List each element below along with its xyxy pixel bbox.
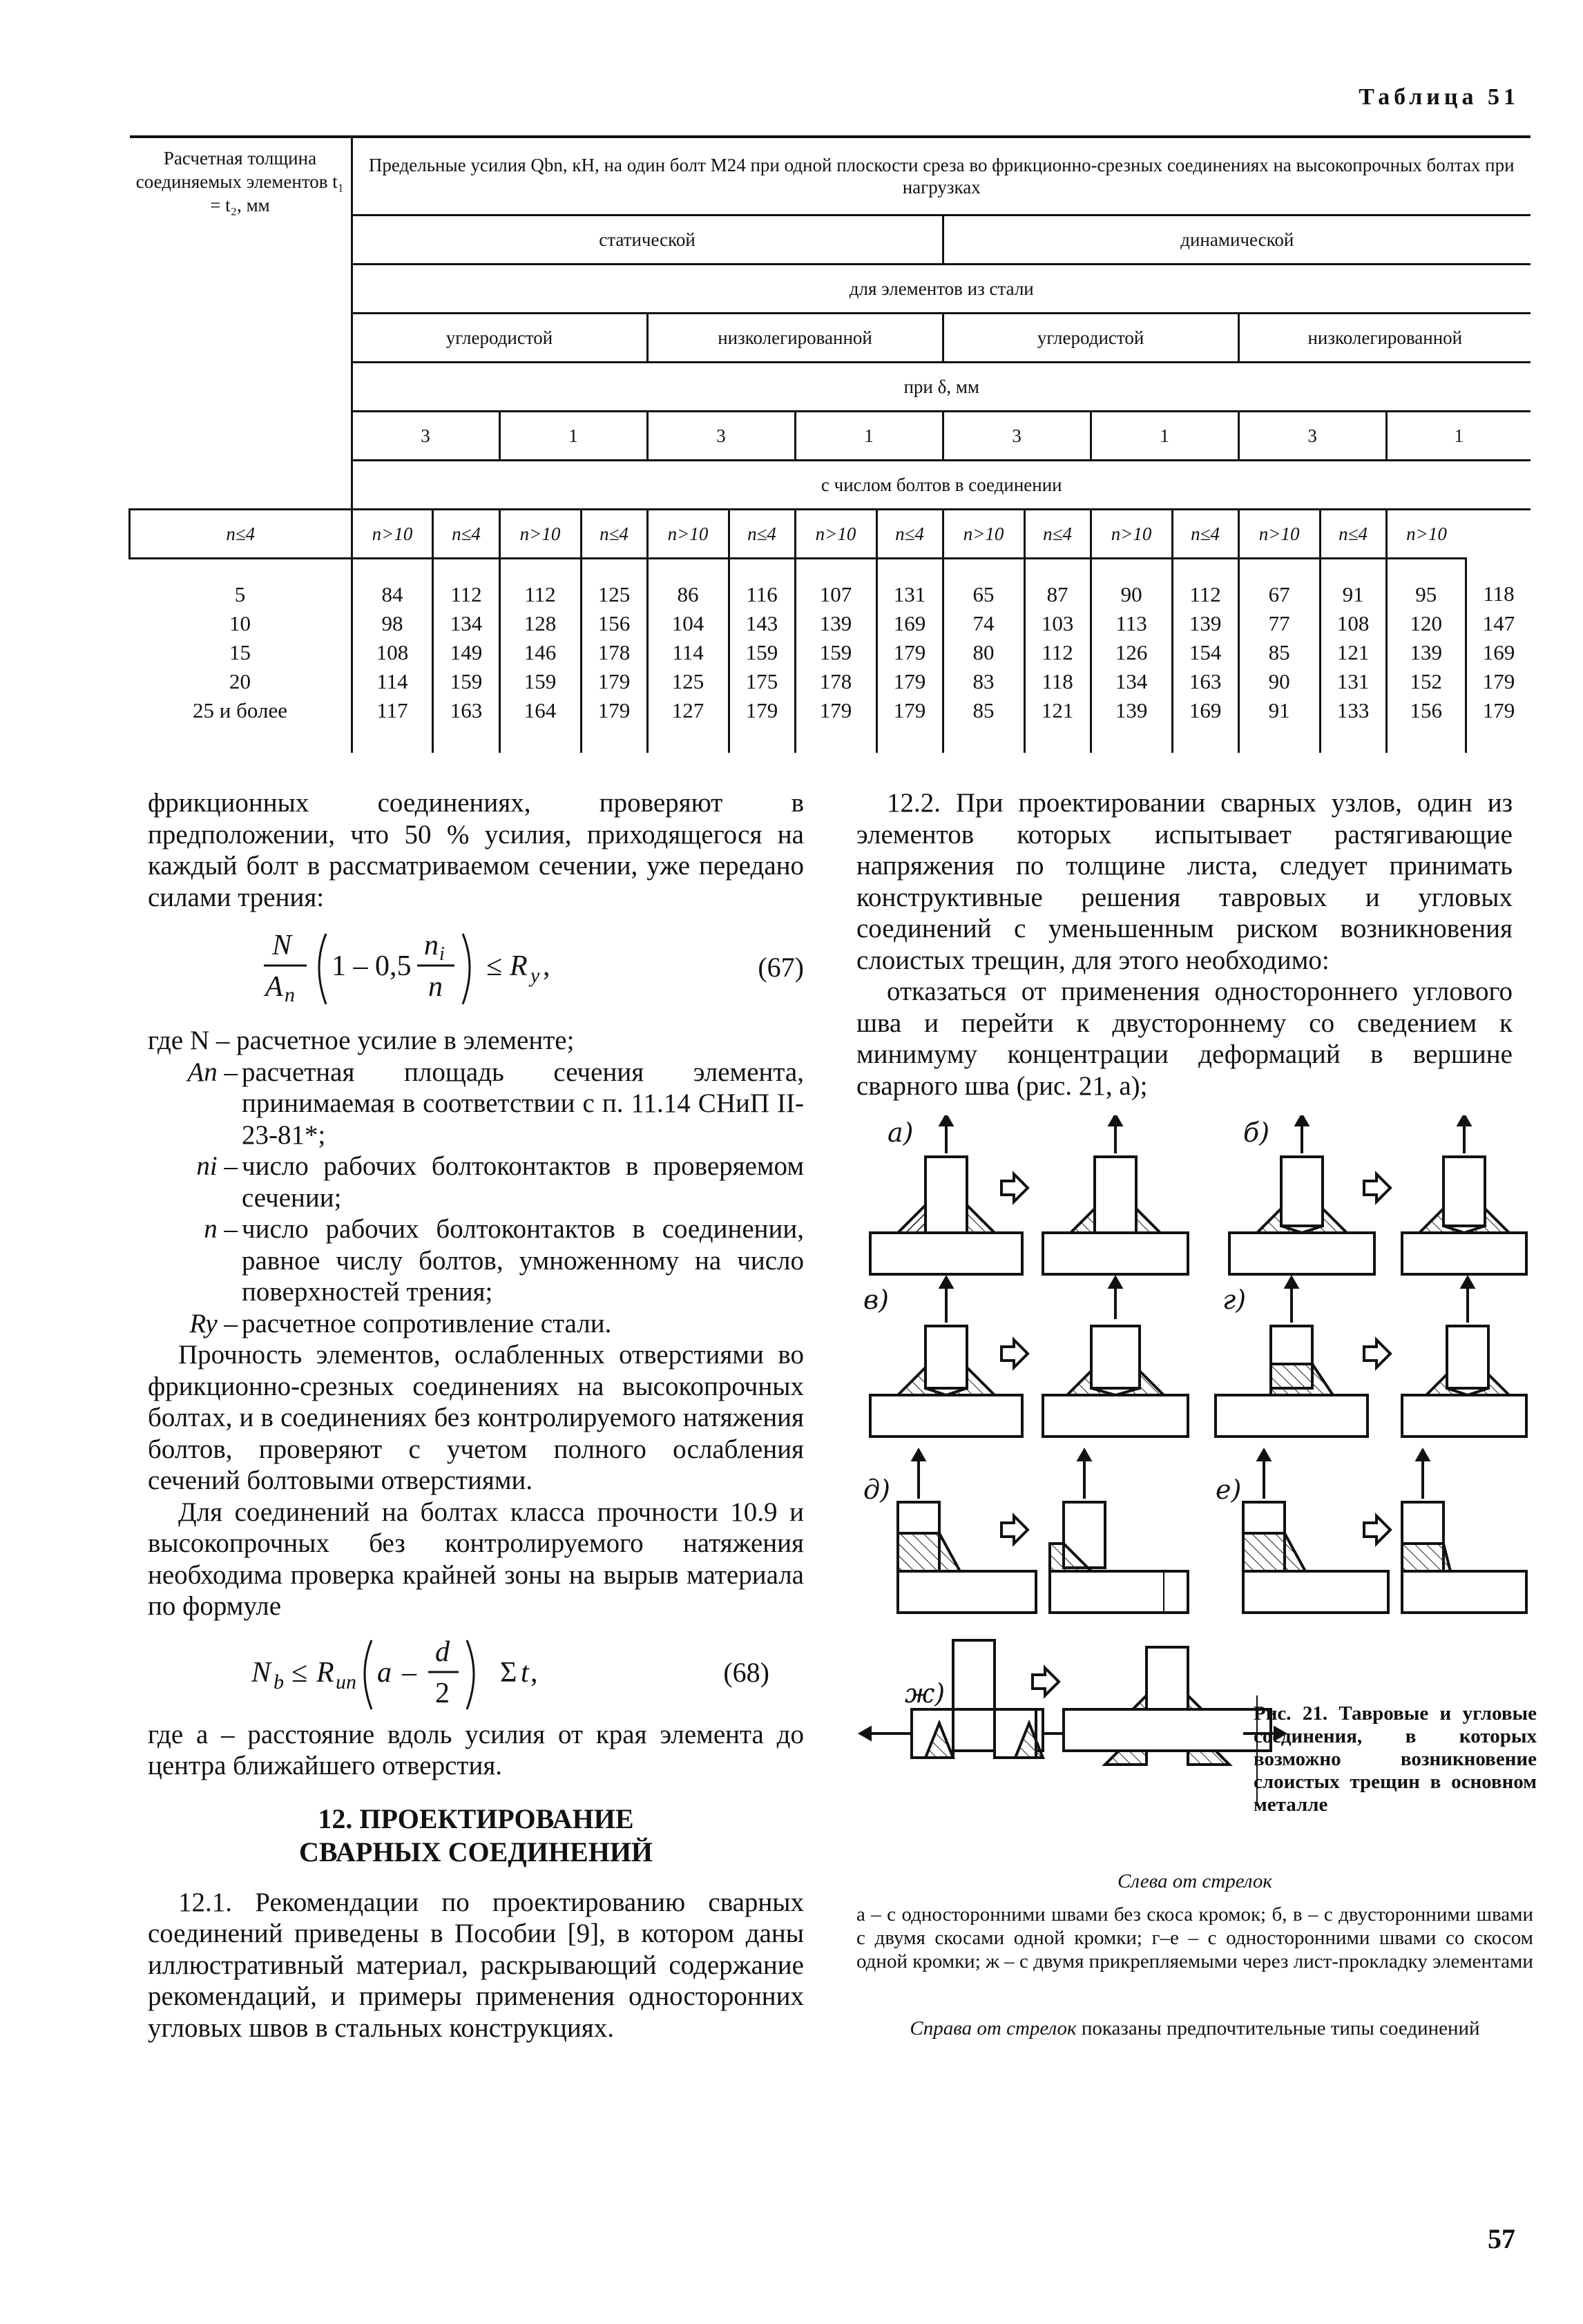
joint-zh-left (861, 1640, 1064, 1758)
paragraph: Прочность элементов, ослабленных отверстиями во фрикционно-срезных соединениях на высокопрочных болтах, и в соединениях без контролируемого натяжения болтов, проверяют с учетом полного ослабления сечений болтовыми отверстиями. (148, 1340, 804, 1495)
def-symbol: n – (204, 1214, 238, 1244)
value-cell: 112 (433, 559, 499, 610)
value-cell: 107 (795, 559, 876, 610)
value-cell: 178 (581, 638, 647, 667)
bolt-count-header: n>10 (647, 510, 729, 559)
steel-type-header: низколегированной (1238, 314, 1531, 363)
svg-text:d: d (435, 1635, 450, 1668)
label-b: б) (1243, 1117, 1270, 1148)
value-cell: 90 (1091, 559, 1172, 610)
bolt-count-header: n≤4 (433, 510, 499, 559)
figure-caption-text: Рис. 21. Тавровые и угловые соединения, в которых возможно возникновение слоистых трещин в основном металле (1254, 1702, 1537, 1816)
value-cell: 83 (943, 667, 1024, 696)
def-n (148, 1213, 804, 1308)
value-cell: 178 (795, 667, 876, 696)
bolt-count-header: n≤4 (581, 510, 647, 559)
value-cell: 86 (647, 559, 729, 610)
value-cell: 134 (433, 609, 499, 638)
value-cell: 146 (499, 638, 581, 667)
def-Ry (148, 1308, 804, 1340)
value-cell: 139 (1091, 696, 1172, 753)
value-cell: 112 (1024, 638, 1091, 667)
value-cell: 98 (352, 609, 433, 638)
svg-text:n: n (428, 971, 443, 1003)
value-cell: 108 (1320, 609, 1386, 638)
svg-text:R: R (316, 1656, 334, 1689)
value-cell: 163 (1172, 667, 1238, 696)
value-cell: 156 (581, 609, 647, 638)
value-cell: 131 (1320, 667, 1386, 696)
joint-v-left (870, 1278, 1022, 1437)
formula-68-svg (231, 1629, 617, 1719)
delta-header-cell: 3 (943, 412, 1091, 461)
paragraph: Для соединений на болтах класса прочности 10.9 и высокопрочных без контролируемого натяжения необходима проверка крайней зоны на вырыв материала по формуле (148, 1497, 804, 1621)
bolt-count-header: n≤4 (876, 510, 943, 559)
bolt-count-header: n≤4 (1172, 510, 1238, 559)
value-cell: 74 (943, 609, 1024, 638)
main-header (352, 137, 1531, 215)
def-text: расчетное сопротивление стали. (242, 1308, 612, 1338)
bolt-count-header: n≤4 (1320, 510, 1386, 559)
main-header-text: Предельные усилия Qbn, кН, на один болт М24 при одной плоскости среза во фрикционно-срезных соединениях на высокопрочных болтах при нагрузках (368, 155, 1515, 198)
svg-text:un: un (336, 1670, 356, 1693)
value-cell: 91 (1320, 559, 1386, 610)
value-cell: 67 (1238, 559, 1320, 610)
value-cell: 77 (1238, 609, 1320, 638)
joint-b-right (1402, 1115, 1526, 1274)
paragraph: отказаться от применения одностороннего углового шва и перейти к двустороннему со сведением к минимуму концентрации деформаций в вершине сварного шва (рис. 21, а); (856, 977, 1513, 1101)
svg-text:N: N (272, 930, 292, 961)
paragraph: фрикционных соединениях, проверяют в предположении, что 50 % усилия, приходящегося на каждый болт в рассматриваемом сечении, уже передано силами трения: (148, 788, 804, 912)
svg-text:≤: ≤ (291, 1656, 308, 1689)
right-of-arrows (856, 2017, 1533, 2040)
label-zh: ж) (905, 1678, 946, 1709)
label-d: д) (863, 1475, 890, 1505)
thickness-cell: 10 (229, 611, 251, 635)
value-cell: 87 (1024, 559, 1091, 610)
table-row (130, 609, 1531, 638)
load-type-header: статической (352, 215, 943, 265)
value-cell: 125 (581, 559, 647, 610)
bolt-count-header: n≤4 (130, 510, 352, 559)
delta-header-cell: 1 (1091, 412, 1238, 461)
left-of-arrows: Слева от стрелок (1117, 1870, 1272, 1892)
table-51 (128, 135, 1531, 753)
value-cell: 84 (352, 559, 433, 610)
value-cell: 159 (499, 667, 581, 696)
svg-text:n: n (424, 930, 439, 961)
bolt-count-header: n>10 (1238, 510, 1320, 559)
label-v: в) (863, 1285, 889, 1315)
value-cell: 139 (1386, 638, 1466, 667)
value-cell: 95 (1386, 559, 1466, 610)
value-cell: 179 (1466, 667, 1531, 696)
value-cell: 85 (943, 696, 1024, 753)
table-row (130, 667, 1531, 696)
value-cell: 85 (1238, 638, 1320, 667)
svg-text:R: R (510, 950, 528, 982)
value-cell: 118 (1024, 667, 1091, 696)
value-cell: 112 (1172, 559, 1238, 610)
value-cell: 179 (729, 696, 795, 753)
bolt-count-header: n>10 (1091, 510, 1172, 559)
steel-type-header: низколегированной (647, 314, 943, 363)
svg-text:,: , (530, 1656, 538, 1689)
value-cell: 169 (1172, 696, 1238, 753)
right-of-arrows-lead: Справа от стрелок (910, 2017, 1077, 2039)
value-cell: 114 (647, 638, 729, 667)
row-header-text: Расчетная толщина соединяемых элементов t₁ = t₂, мм (135, 148, 345, 215)
table-row (130, 696, 1531, 753)
value-cell: 147 (1466, 609, 1531, 638)
value-cell: 159 (795, 638, 876, 667)
row-header (130, 137, 352, 510)
def-symbol: Ry – (189, 1308, 238, 1338)
value-cell: 179 (581, 667, 647, 696)
bolt-count-header: n>10 (499, 510, 581, 559)
value-cell: 113 (1091, 609, 1172, 638)
joint-d-right (1050, 1450, 1188, 1613)
value-cell: 121 (1320, 638, 1386, 667)
value-cell: 131 (876, 559, 943, 610)
value-cell: 91 (1238, 696, 1320, 753)
def-text: число рабочих болтоконтактов в соединении, равное числу болтов, умноженному на число поверхностей трения; (242, 1214, 804, 1307)
def-An (148, 1057, 804, 1151)
value-cell: 128 (499, 609, 581, 638)
svg-text:b: b (274, 1670, 284, 1693)
svg-text:A: A (265, 971, 283, 1003)
value-cell: 143 (729, 609, 795, 638)
thickness-cell: 25 и более (193, 698, 287, 722)
value-cell: 159 (729, 638, 795, 667)
svg-text:,: , (543, 950, 550, 982)
right-of-arrows-rest: показаны предпочтительные типы соединений (1081, 2017, 1480, 2039)
formula-68 (148, 1629, 804, 1719)
steel-type-header: углеродистой (943, 314, 1238, 363)
formula-67-svg (251, 919, 611, 1022)
bolts-header: с числом болтов в соединении (352, 461, 1531, 510)
value-cell: 126 (1091, 638, 1172, 667)
delta-header-cell: 3 (352, 412, 499, 461)
bolt-count-header: n>10 (1386, 510, 1466, 559)
value-cell: 134 (1091, 667, 1172, 696)
svg-text:≤: ≤ (486, 950, 503, 982)
value-cell: 163 (433, 696, 499, 753)
def-symbol: ni – (196, 1151, 238, 1181)
delta-header-cell: 1 (1386, 412, 1531, 461)
def-symbol: An – (187, 1057, 238, 1087)
thickness-cell: 5 (234, 582, 246, 606)
delta-header-cell: 3 (1238, 412, 1386, 461)
value-cell: 139 (1172, 609, 1238, 638)
formula-67-number: (67) (758, 952, 804, 983)
table-row (130, 559, 1531, 610)
value-cell: 103 (1024, 609, 1091, 638)
svg-text:1 – 0,5: 1 – 0,5 (332, 950, 412, 982)
value-cell: 90 (1238, 667, 1320, 696)
value-cell: 175 (729, 667, 795, 696)
thickness-cell: 15 (229, 640, 251, 664)
svg-text:a: a (377, 1656, 392, 1689)
svg-text:N: N (251, 1656, 271, 1689)
paragraph: 12.2. При проектировании сварных узлов, один из элементов которых испытывает растягивающие напряжения по толщине листа, следует принимать конструктивные решения тавровых и угловых соединений с уменьшенным риском возникновения слоистых трещин, для этого необходимо: (856, 788, 1513, 975)
delta-header-cell: 3 (647, 412, 795, 461)
delta-header: при δ, мм (352, 363, 1531, 412)
value-cell: 120 (1386, 609, 1466, 638)
thickness-cell: 20 (229, 669, 251, 693)
def-N: где N – расчетное усилие в элементе; (148, 1026, 575, 1055)
value-cell: 169 (1466, 638, 1531, 667)
bolt-count-header: n>10 (943, 510, 1024, 559)
label-g: г) (1222, 1285, 1247, 1315)
value-cell: 104 (647, 609, 729, 638)
value-cell: 117 (352, 696, 433, 753)
label-a: а) (888, 1117, 914, 1148)
value-cell: 149 (433, 638, 499, 667)
joint-v-right (1043, 1278, 1188, 1437)
def-a: где a – расстояние вдоль усилия от края элемента до центра ближайшего отверстия. (148, 1719, 804, 1780)
def-text: число рабочих болтоконтактов в проверяемом сечении; (242, 1151, 804, 1213)
figure-legend: а – с односторонними швами без скоса кромок; б, в – с двусторонними швами с двумя скосами одной кромки; г–е – с односторонними швами со скосом одной кромки; ж – с двумя прикрепляемыми через лист-прокладку элементами (856, 1903, 1533, 1972)
svg-text:i: i (439, 943, 445, 965)
value-cell: 133 (1320, 696, 1386, 753)
value-cell: 139 (795, 609, 876, 638)
value-cell: 65 (943, 559, 1024, 610)
bolt-count-header: n≤4 (729, 510, 795, 559)
value-cell: 179 (1466, 696, 1531, 753)
value-cell: 118 (1466, 559, 1531, 610)
value-cell: 179 (876, 667, 943, 696)
bolt-count-header: n≤4 (1024, 510, 1091, 559)
value-cell: 164 (499, 696, 581, 753)
value-cell: 127 (647, 696, 729, 753)
def-ni (148, 1151, 804, 1213)
svg-text:t: t (521, 1656, 529, 1689)
value-cell: 121 (1024, 696, 1091, 753)
value-cell: 169 (876, 609, 943, 638)
page-number: 57 (1488, 2223, 1515, 2254)
value-cell: 159 (433, 667, 499, 696)
svg-text:Σ: Σ (500, 1656, 517, 1689)
value-cell: 116 (729, 559, 795, 610)
joint-zh-right (1064, 1647, 1285, 1806)
paragraph: 12.1. Рекомендации по проектированию сварных соединений приведены в Пособии [9], в котором даны иллюстративный материал, раскрывающий содержание рекомендаций, и примеры применения односторонних угловых швов в стальных конструкциях. (148, 1887, 804, 2043)
joint-e-right (1402, 1450, 1526, 1613)
bolt-count-header: n>10 (795, 510, 876, 559)
value-cell: 179 (795, 696, 876, 753)
section-heading: 12. ПРОЕКТИРОВАНИЕ СВАРНЫХ СОЕДИНЕНИЙ (298, 1803, 653, 1867)
delta-header-cell: 1 (795, 412, 943, 461)
value-cell: 114 (352, 667, 433, 696)
value-cell: 154 (1172, 638, 1238, 667)
svg-text:n: n (285, 983, 295, 1006)
label-e: е) (1216, 1475, 1242, 1505)
svg-text:–: – (402, 1656, 416, 1689)
table-row (130, 638, 1531, 667)
steel-type-header: углеродистой (352, 314, 647, 363)
value-cell: 152 (1386, 667, 1466, 696)
svg-text:2: 2 (435, 1677, 450, 1709)
value-cell: 125 (647, 667, 729, 696)
value-cell: 179 (876, 696, 943, 753)
value-cell: 112 (499, 559, 581, 610)
left-column (148, 787, 804, 2044)
value-cell: 179 (581, 696, 647, 753)
svg-text:y: y (530, 964, 540, 987)
joint-a-right (1043, 1115, 1188, 1274)
delta-header-cell: 1 (499, 412, 647, 461)
value-cell: 179 (876, 638, 943, 667)
bolt-count-header: n>10 (352, 510, 433, 559)
load-type-header: динамической (943, 215, 1531, 265)
def-text: расчетная площадь сечения элемента, принимаемая в соответствии с п. 11.14 СНиП II-23-81*; (242, 1057, 804, 1150)
formula-67 (148, 919, 804, 1022)
right-column (856, 787, 1513, 1102)
steel-header: для элементов из стали (352, 265, 1531, 314)
table-caption: Таблица 51 (1359, 84, 1519, 110)
formula-68-number: (68) (723, 1656, 769, 1688)
figure-caption (1254, 1702, 1537, 1816)
joint-g-right (1402, 1278, 1526, 1437)
value-cell: 108 (352, 638, 433, 667)
value-cell: 80 (943, 638, 1024, 667)
value-cell: 156 (1386, 696, 1466, 753)
